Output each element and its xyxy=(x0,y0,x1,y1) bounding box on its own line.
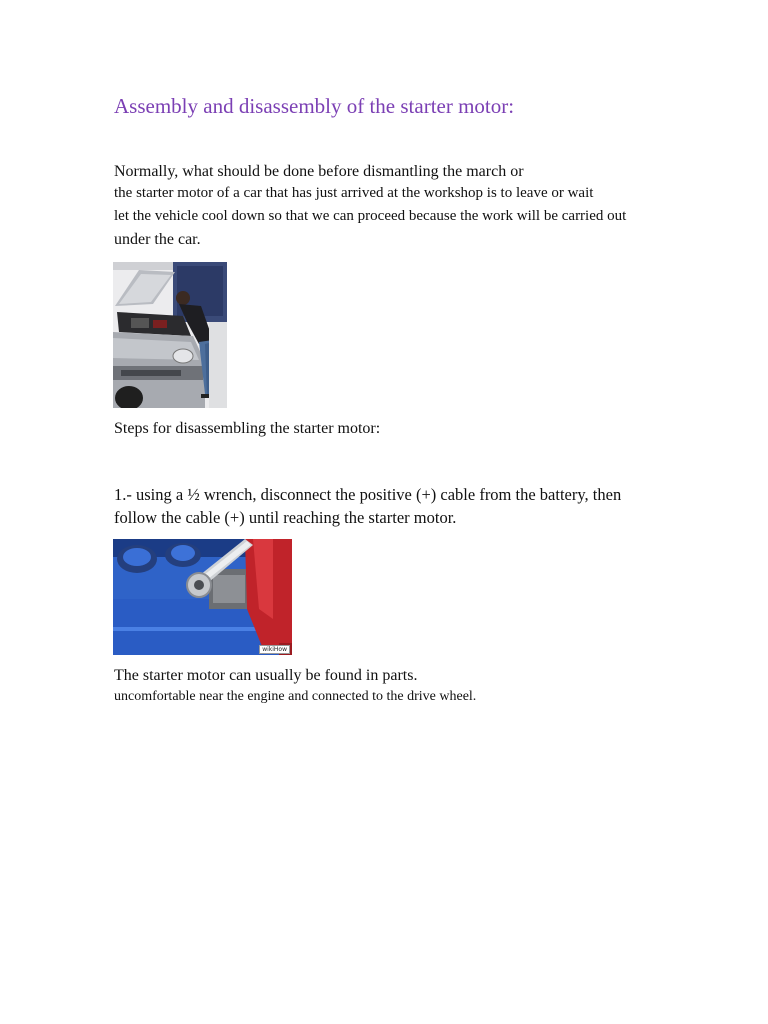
car-hood-photo xyxy=(113,262,227,408)
page-title: Assembly and disassembly of the starter motor: xyxy=(114,94,515,118)
step1-line-1: 1.- using a ½ wrench, disconnect the positive (+) cable from the battery, then xyxy=(114,485,622,504)
car-hood-illustration xyxy=(113,262,227,408)
intro-line-3: let the vehicle cool down so that we can proceed because the work will be carried out xyxy=(114,208,627,224)
intro-line-2: the starter motor of a car that has just arrived at the workshop is to leave or wait xyxy=(114,185,594,201)
closing-line-2: uncomfortable near the engine and connected to the drive wheel. xyxy=(114,689,477,704)
steps-heading: Steps for disassembling the starter motor: xyxy=(114,420,381,437)
step1-line-2: follow the cable (+) until reaching the starter motor. xyxy=(114,508,457,527)
intro-line-1: Normally, what should be done before dismantling the march or xyxy=(114,163,524,180)
wikihow-watermark: wikiHow xyxy=(259,645,290,654)
intro-line-4: under the car. xyxy=(114,231,201,248)
wrench-battery-illustration xyxy=(113,539,292,655)
wrench-battery-photo xyxy=(113,539,292,655)
closing-line-1: The starter motor can usually be found in parts. xyxy=(114,667,418,684)
